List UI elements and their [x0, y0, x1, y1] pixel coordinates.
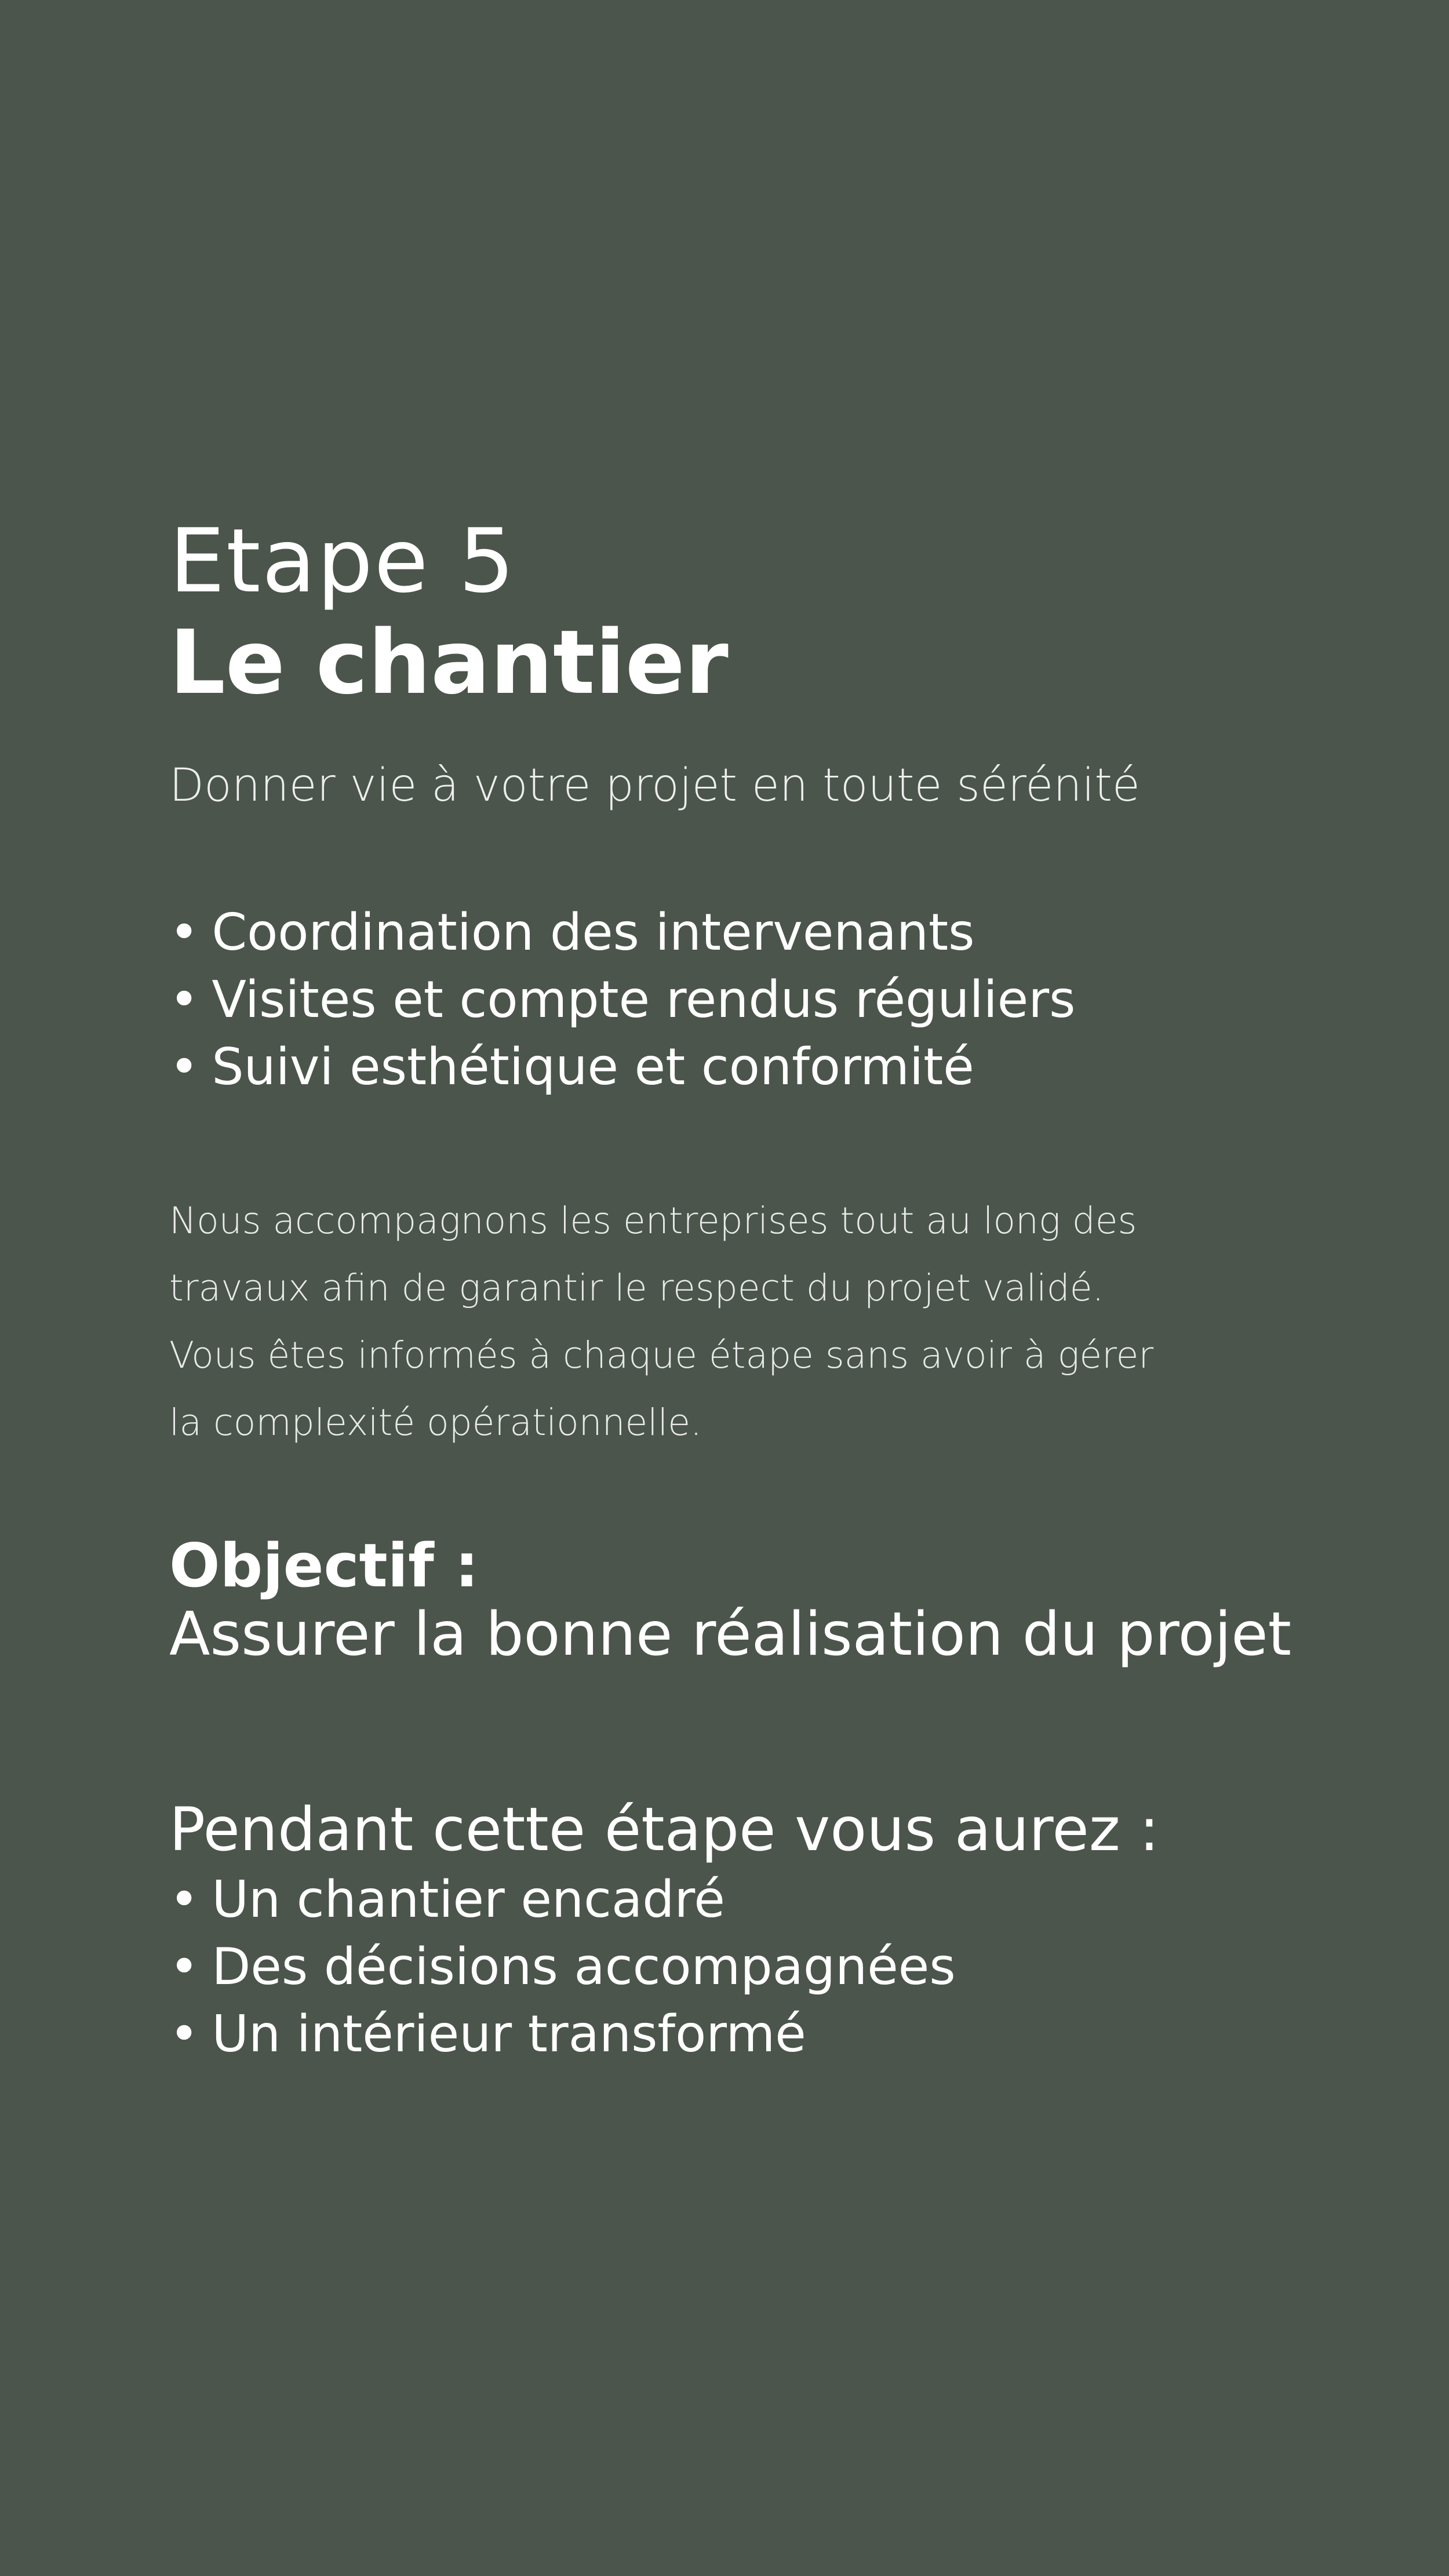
description-line: travaux afin de garantir le respect du projet validé.	[169, 1267, 1104, 1309]
benefits-list	[169, 1866, 1386, 2068]
list-item: • Des décisions accompagnées	[169, 1933, 1386, 2000]
benefits-section	[169, 1796, 1386, 2068]
objective-text: Assurer la bonne réalisation du projet	[169, 1600, 1292, 1669]
step-content	[169, 510, 1386, 2068]
description	[169, 1187, 1305, 1456]
tagline: Donner vie à votre projet en toute sérénité	[169, 760, 1140, 812]
services-list	[169, 899, 1386, 1100]
objective-section	[169, 1532, 1386, 1669]
objective-label: Objectif :	[169, 1531, 479, 1601]
page-title: Le chantier	[169, 611, 729, 714]
list-item: • Un intérieur transformé	[169, 2000, 1386, 2068]
list-item: • Coordination des intervenants	[169, 899, 1386, 966]
list-item: • Un chantier encadré	[169, 1866, 1386, 1933]
benefits-heading: Pendant cette étape vous aurez :	[169, 1795, 1160, 1865]
description-line: la complexité opérationnelle.	[169, 1401, 702, 1444]
step-label: Etape 5	[169, 510, 516, 612]
list-item: • Visites et compte rendus réguliers	[169, 966, 1386, 1033]
list-item: • Suivi esthétique et conformité	[169, 1033, 1386, 1100]
description-line: Vous êtes informés à chaque étape sans avoir à gérer	[169, 1334, 1154, 1376]
description-line: Nous accompagnons les entreprises tout au long des	[169, 1200, 1137, 1242]
